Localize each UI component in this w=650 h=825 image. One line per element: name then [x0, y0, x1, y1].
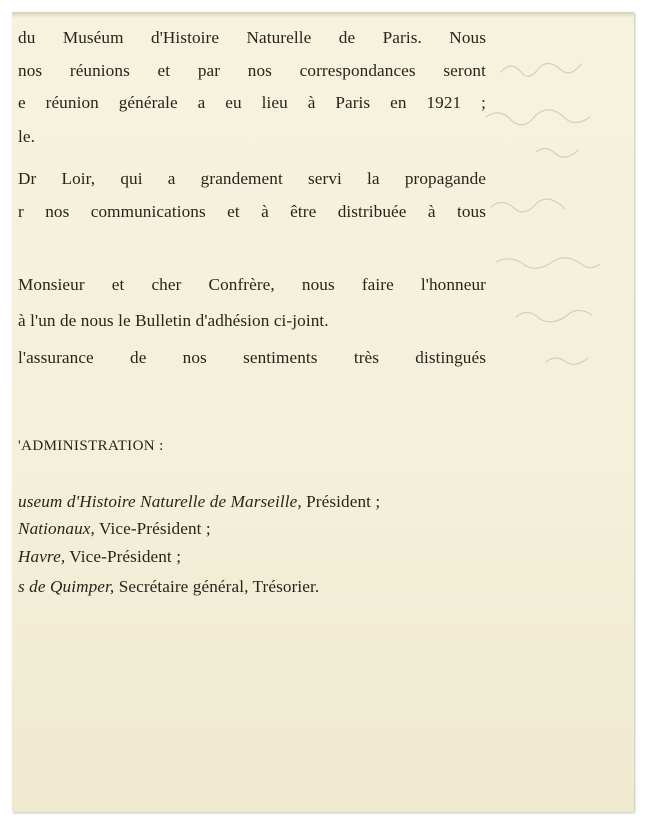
- member-line-3: [18, 547, 181, 567]
- member-4-role: Secrétaire général, Trésorier.: [114, 577, 320, 596]
- administration-heading: 'ADMINISTRATION :: [18, 438, 164, 454]
- member-line-4: [18, 577, 319, 597]
- member-2-role: Vice-Président ;: [94, 519, 211, 538]
- paragraph-line-4: le.: [18, 127, 36, 146]
- letter-sheet: [12, 12, 634, 812]
- member-line-2: [18, 519, 211, 539]
- paragraph-line-2: nos réunions et par nos correspondances seront: [18, 61, 486, 80]
- bleed-through-handwriting: [476, 42, 616, 382]
- member-2-affiliation: Nationaux,: [18, 519, 95, 538]
- paragraph-line-1: du Muséum d'Histoire Naturelle de Paris. Nous: [18, 28, 486, 47]
- paragraph-line-8: à l'un de nous le Bulletin d'adhésion ci-joint.: [18, 311, 329, 330]
- paragraph-line-6: r nos communications et à être distribuée à tous: [18, 202, 486, 221]
- paragraph-line-5: Dr Loir, qui a grandement servi la propagande: [18, 169, 486, 188]
- member-1-affiliation: useum d'Histoire Naturelle de Marseille,: [18, 492, 302, 511]
- member-4-affiliation: s de Quimper,: [18, 577, 115, 596]
- member-3-affiliation: Havre,: [18, 547, 66, 566]
- paragraph-line-7: Monsieur et cher Confrère, nous faire l'honneur: [18, 275, 486, 294]
- member-1-role: Président ;: [301, 492, 381, 511]
- member-3-role: Vice-Président ;: [65, 547, 182, 566]
- paragraph-line-9: l'assurance de nos sentiments très distingués: [18, 348, 486, 367]
- paragraph-line-3: e réunion générale a eu lieu à Paris en 1921 ;: [18, 93, 486, 112]
- member-line-1: [18, 492, 380, 512]
